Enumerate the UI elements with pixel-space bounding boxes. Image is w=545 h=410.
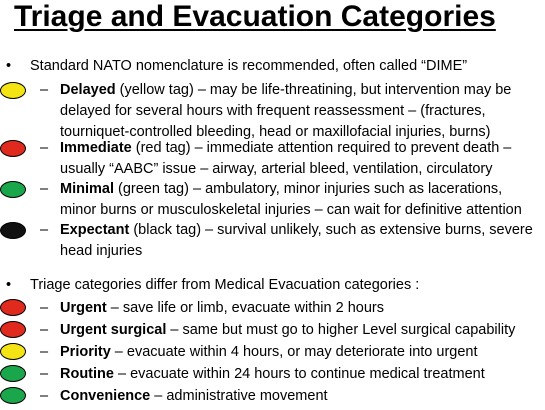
item-text <box>60 364 542 385</box>
dash: – <box>40 344 49 360</box>
item-description: – evacuate within 4 hours, or may deteriorate into urgent <box>110 344 478 360</box>
item-term: Delayed <box>60 82 116 98</box>
yellow-tag-icon <box>0 343 26 360</box>
bullet-text: Standard NATO nomenclature is recommended, often called “DIME” <box>30 58 468 74</box>
item-term: Routine <box>60 366 114 382</box>
dash: – <box>40 140 49 156</box>
item-description: – evacuate within 24 hours to continue medical treatment <box>113 366 485 382</box>
item-term: Urgent <box>60 300 107 316</box>
item-description: – administrative movement <box>150 388 328 404</box>
dash: – <box>40 366 49 382</box>
bullet-point: • <box>6 58 12 74</box>
item-text <box>60 298 542 319</box>
red-tag-icon <box>0 299 26 316</box>
item-term: Convenience <box>60 388 151 404</box>
item-text <box>60 220 542 262</box>
item-text <box>60 342 542 363</box>
item-text <box>60 386 542 407</box>
item-text <box>60 80 542 143</box>
item-term: Priority <box>60 344 111 360</box>
item-description: (yellow tag) – may be life-threatining, but intervention may be delayed for several hours with frequent reassessment – (fractures, tourniquet-controlled bleeding, head or maxillofacial injuries, burns) <box>60 82 512 140</box>
green-tag-icon <box>0 387 26 404</box>
dash: – <box>40 300 49 316</box>
item-term: Immediate <box>60 140 132 156</box>
item-term: Minimal <box>60 181 114 197</box>
dash: – <box>40 322 49 338</box>
page-title: Triage and Evacuation Categories <box>14 0 496 33</box>
dash: – <box>40 222 49 238</box>
green-tag-icon <box>0 181 26 198</box>
item-description: – same but must go to higher Level surgical capability <box>166 322 516 338</box>
dash: – <box>40 388 49 404</box>
item-term: Urgent surgical <box>60 322 167 338</box>
item-text <box>60 138 542 180</box>
black-tag-icon <box>0 222 26 239</box>
yellow-tag-icon <box>0 82 26 99</box>
bullet-text: Triage categories differ from Medical Evacuation categories : <box>30 277 420 293</box>
bullet-point: • <box>6 277 12 293</box>
item-description: – save life or limb, evacuate within 2 hours <box>106 300 384 316</box>
green-tag-icon <box>0 365 26 382</box>
item-text <box>60 179 542 221</box>
item-description: (black tag) – survival unlikely, such as extensive burns, severe head injuries <box>60 222 533 259</box>
red-tag-icon <box>0 321 26 338</box>
item-text <box>60 320 542 341</box>
item-description: (green tag) – ambulatory, minor injuries such as lacerations, minor burns or musculoskeletal injuries – can wait for definitive attention <box>60 181 522 218</box>
dash: – <box>40 181 49 197</box>
red-tag-icon <box>0 140 26 157</box>
item-term: Expectant <box>60 222 130 238</box>
item-description: (red tag) – immediate attention required to prevent death – usually “AABC” issue – airway, arterial bleed, ventilation, circulatory <box>60 140 512 177</box>
dash: – <box>40 82 49 98</box>
